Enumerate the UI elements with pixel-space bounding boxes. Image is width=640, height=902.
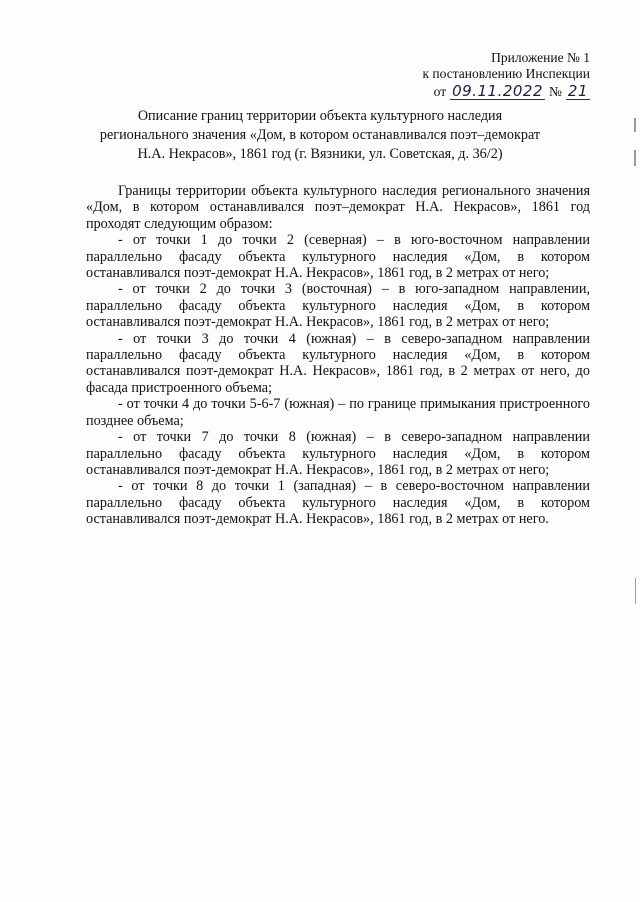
body-paragraph-point-8-1: - от точки 8 до точки 1 (западная) – в северо-восточном направлении параллельно фасаду объекта культурного наследия «Дом, в котором останавливался поэт-демократ Н.А. Некрасов», 1861 год, в 2 метрах от него. xyxy=(86,478,590,528)
title-line-2: регионального значения «Дом, в котором останавливался поэт–демократ xyxy=(99,127,541,143)
body-paragraph-point-1-2: - от точки 1 до точки 2 (северная) – в юго-восточном направлении параллельно фасаду объекта культурного наследия «Дом, в котором останавливался поэт-демократ Н.А. Некрасов», 1861 год, в 2 метрах от него; xyxy=(86,232,590,282)
scan-artifact-mark xyxy=(634,118,636,132)
scan-artifact-mark xyxy=(635,578,636,604)
document-body xyxy=(86,183,590,528)
body-paragraph-point-2-3: - от точки 2 до точки 3 (восточная) – в юго-западном направлении, параллельно фасаду объекта культурного наследия «Дом, в котором останавливался поэт-демократ Н.А. Некрасов», 1861 год, в 2 метрах от него; xyxy=(86,281,590,331)
handwritten-date: 09.11.2022 xyxy=(452,82,544,100)
body-paragraph-intro: Границы территории объекта культурного наследия регионального значения «Дом, в котором останавливался поэт–демократ Н.А. Некрасов», 1861 год проходят следующим образом: xyxy=(86,183,590,232)
appendix-header xyxy=(422,50,590,100)
appendix-reference: к постановлению Инспекции xyxy=(422,66,590,81)
number-prefix: № xyxy=(549,84,562,99)
body-paragraph-point-4-7: - от точки 4 до точки 5-6-7 (южная) – по границе примыкания пристроенного позднее объема; xyxy=(86,396,590,429)
document-title xyxy=(70,107,570,164)
scan-artifact-mark xyxy=(634,150,636,166)
appendix-date-line xyxy=(422,83,590,100)
body-paragraph-point-3-4: - от точки 3 до точки 4 (южная) – в северо-западном направлении параллельно фасаду объекта культурного наследия «Дом, в котором останавливался поэт-демократ Н.А. Некрасов», 1861 год, в 2 метрах от него, до фасада пристроенного объема; xyxy=(86,330,590,396)
date-prefix: от xyxy=(433,84,447,99)
handwritten-number: 21 xyxy=(567,82,588,100)
appendix-number: Приложение № 1 xyxy=(491,50,590,65)
title-line-3: Н.А. Некрасов», 1861 год (г. Вязники, ул. Советская, д. 36/2) xyxy=(137,146,503,162)
title-line-1: Описание границ территории объекта культурного наследия xyxy=(137,108,503,124)
body-paragraph-point-7-8: - от точки 7 до точки 8 (южная) – в северо-западном направлении параллельно фасаду объекта культурного наследия «Дом, в котором останавливался поэт-демократ Н.А. Некрасов», 1861 год, в 2 метрах от него; xyxy=(86,429,590,478)
